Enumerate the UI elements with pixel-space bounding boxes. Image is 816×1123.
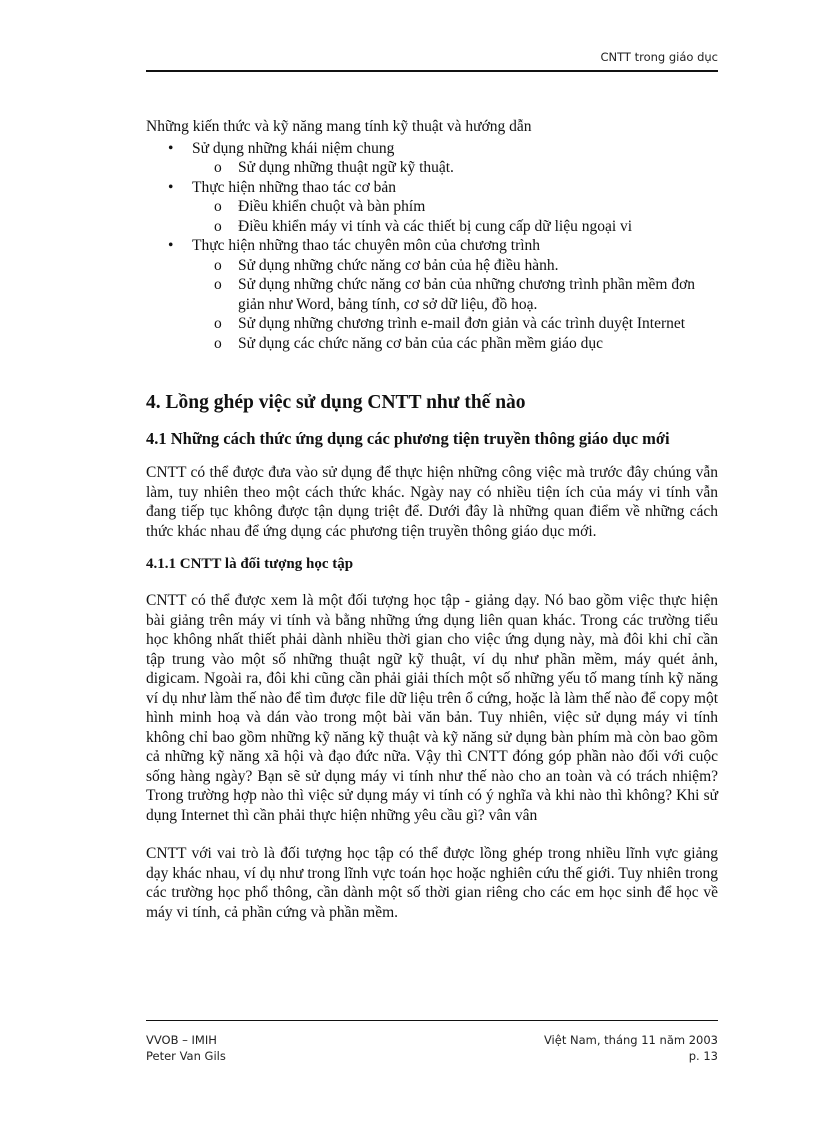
bullet-icon: •: [168, 139, 174, 157]
paragraph: CNTT có thể được đưa vào sử dụng để thực hiện những công việc mà trước đây chúng vẫn làm, tuy nhiên theo một cách thức khác. Ngày nay có nhiều tiện ích của máy vi tính vẫn đang tiếp tục không được tận dụng triệt để. Dưới đây là những quan điểm về những cách thức khác nhau để ứng dụng các phương tiện truyền thông giáo dục mới.: [146, 464, 718, 540]
subsubsection-heading: 4.1.1 CNTT là đối tượng học tập: [146, 556, 354, 572]
footer-right: [544, 1032, 718, 1064]
bullet-label: Sử dụng những khái niệm chung: [192, 139, 395, 157]
sub-list: [192, 158, 718, 178]
bullet-icon: •: [168, 178, 174, 196]
circle-bullet-icon: o: [214, 276, 222, 293]
footer-rule: [146, 1020, 718, 1021]
circle-bullet-icon: o: [214, 217, 222, 235]
sub-item: [192, 217, 718, 237]
sub-item-label: Sử dụng các chức năng cơ bản của các phần mềm giáo dục: [238, 334, 603, 352]
bullet-label: Thực hiện những thao tác chuyên môn của chương trình: [192, 237, 541, 254]
circle-bullet-icon: o: [214, 256, 222, 274]
circle-bullet-icon: o: [214, 334, 222, 352]
paragraph: CNTT với vai trò là đối tượng học tập có thể được lồng ghép trong nhiều lĩnh vực giảng dạy khác nhau, ví dụ như trong lĩnh vực toán học hoặc nghiên cứu thế giới. Tuy nhiên trong các trường học phổ thông, cần dành một số thời gian riêng cho các em học sinh để học về máy vi tính, cả phần cứng và phần mềm.: [146, 845, 718, 921]
header-rule: [146, 70, 718, 72]
sub-item-label: Sử dụng những chức năng cơ bản của hệ điều hành.: [238, 256, 559, 274]
bullet-item: [146, 178, 718, 237]
circle-bullet-icon: o: [214, 198, 222, 215]
sub-item: [192, 334, 718, 354]
sub-item-label: Sử dụng những thuật ngữ kỹ thuật.: [238, 159, 454, 176]
sub-item-label: Sử dụng những chức năng cơ bản của những chương trình phần mềm đơn giản như Word, bảng tính, cơ sở dữ liệu, đồ hoạ.: [238, 276, 696, 313]
sub-item: [192, 275, 718, 314]
sub-list: [192, 256, 718, 354]
sub-list: [192, 197, 718, 236]
sub-item-label: Điều khiển máy vi tính và các thiết bị cung cấp dữ liệu ngoại vi: [238, 217, 633, 235]
bullet-label: Thực hiện những thao tác cơ bản: [192, 178, 397, 196]
bullet-item: [146, 139, 718, 178]
intro-line: Những kiến thức và kỹ năng mang tính kỹ thuật và hướng dẫn: [146, 118, 532, 135]
sub-item: [192, 314, 718, 334]
circle-bullet-icon: o: [214, 159, 222, 176]
footer-page-number: p. 13: [688, 1049, 718, 1063]
circle-bullet-icon: o: [214, 315, 222, 332]
footer-date: Việt Nam, tháng 11 năm 2003: [543, 1033, 718, 1047]
paragraph: CNTT có thể được xem là một đối tượng học tập - giảng dạy. Nó bao gồm việc thực hiện bài giảng trên máy vi tính và bằng những ứng dụng liên quan khác. Trong các trường tiểu học không nhất thiết phải dành nhiều thời gian cho việc ứng dụng này, mà đôi khi chỉ cần tập trung vào một số những thuật ngữ kỹ thuật, ví dụ như phần mềm, máy quét ảnh, digicam. Ngoài ra, đôi khi cũng cần phải giải thích một số những yếu tố mang tính kỹ năng ví dụ như làm thế nào để tìm được file dữ liệu trên ổ cứng, hoặc là làm thế nào để copy một hình minh hoạ và dán vào trong một bài văn bản. Tuy nhiên, việc sử dụng máy vi tính không chỉ bao gồm những kỹ năng kỹ thuật và kỹ năng sử dụng bàn phím mà còn bao gồm cả những kỹ năng xã hội và đạo đức nữa. Vậy thì CNTT đóng góp phần nào đối với cuộc sống hàng ngày? Bạn sẽ sử dụng máy vi tính như thế nào cho an toàn và có trách nhiệm? Trong trường hợp nào thì việc sử dụng máy vi tính có ý nghĩa và khi nào thì không? Khi sử dụng Internet thì cần phải thực hiện những yêu cầu gì? vân vân: [146, 592, 718, 824]
sub-item: [192, 256, 718, 276]
bullet-item: [146, 236, 718, 353]
subsection-heading: 4.1 Những cách thức ứng dụng các phương tiện truyền thông giáo dục mới: [146, 429, 670, 448]
bullet-list: [146, 139, 718, 354]
footer-org: VVOB – IMIH: [146, 1033, 217, 1047]
section-heading: 4. Lồng ghép việc sử dụng CNTT như thế nào: [146, 392, 526, 413]
running-header: CNTT trong giáo dục: [600, 50, 718, 64]
footer-author: Peter Van Gils: [146, 1049, 226, 1063]
sub-item-label: Sử dụng những chương trình e-mail đơn giản và các trình duyệt Internet: [238, 315, 686, 332]
sub-item: [192, 158, 718, 178]
bullet-icon: •: [168, 237, 174, 254]
sub-item-label: Điều khiển chuột và bàn phím: [238, 198, 426, 215]
sub-item: [192, 197, 718, 217]
page-content: [146, 117, 718, 922]
footer-left: [146, 1032, 226, 1064]
